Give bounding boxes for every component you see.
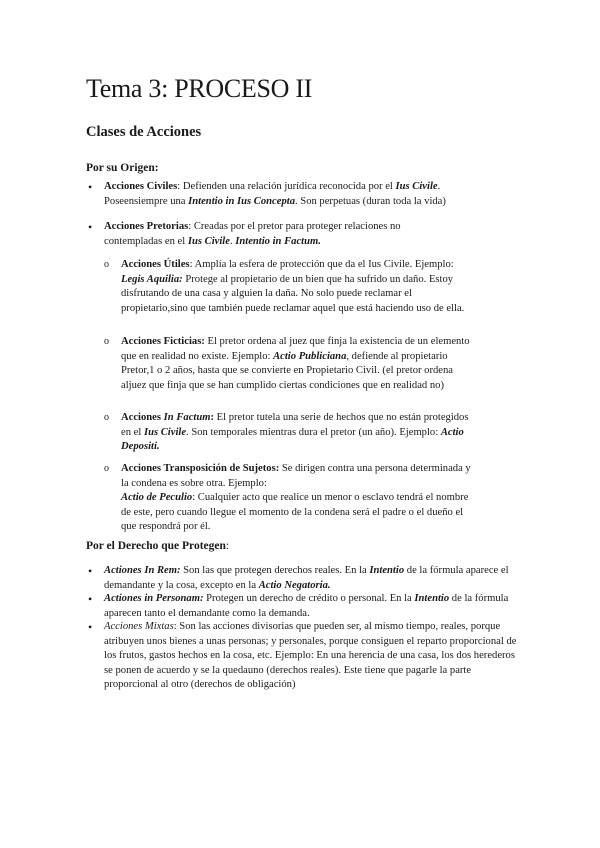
section-heading: Clases de Acciones: [86, 124, 202, 140]
list-item-actiones-in-rem: Actiones In Rem: Son las que protegen derechos reales. En la Intentio de la fórmula aparece el demandante y la cosa, excepto en la Actio Negatoria.: [104, 565, 509, 591]
origen-heading: Por su Origen:: [86, 162, 159, 174]
list-item-acciones-utiles: Acciones Útiles: Amplía la esfera de protección que da el Ius Civile. Ejemplo: Legis Aquilia: Protege al propietario de un bien que ha sufrido un daño. Estoy disfrutando de una casa y alguien la daña. No solo puede reclamar el propietario,sino que también puede reclamar aquel que está haciendo uso de ella.: [121, 259, 465, 314]
derecho-heading: Por el Derecho que Protegen:: [86, 540, 230, 552]
page-title: Tema 3: PROCESO II: [86, 74, 313, 103]
list-item-acciones-transposicion: Acciones Transposición de Sujetos: Se dirigen contra una persona determinada y la condena es sobre otra. Ejemplo: Actio de Peculio: Cualquier acto que realice un menor o esclavo tendrá el nombre de este, pero cuando llegue el momento de la condena será el padre o el dueño el que respondrá por él.: [121, 463, 471, 532]
bullet-disc-icon: [88, 180, 92, 197]
bullet-disc-icon: [88, 564, 92, 581]
bullet-circle-icon: [104, 411, 109, 426]
bullet-disc-icon: [88, 220, 92, 237]
bullet-disc-icon: [88, 620, 92, 637]
bullet-circle-icon: [104, 462, 109, 477]
list-item-acciones-mixtas: Acciones Mixtas: Son las acciones divisorias que pueden ser, al mismo tiempo, reales, porque atribuyen unos bienes a unas personas; y personales, porque consiguen el reparto proporcional de los frutos, gastos hechos en la cosa, etc. Ejemplo: En una herencia de una casa, los dos herederos se ponen de acuerdo y se la quedauno (derechos reales). Este tiene que pagarle la parte proporcional al otro (derechos de obligación): [104, 621, 517, 690]
list-item-actiones-in-personam: Actiones in Personam: Protegen un derecho de crédito o personal. En la Intentio de la fórmula aparecen tanto el demandante como la demanda.: [104, 593, 509, 619]
list-item-acciones-ficticias: Acciones Ficticias: El pretor ordena al juez que finja la existencia de un elemento que en realidad no existe. Ejemplo: Actio Publiciana, defiende al propietario Pretor,1 o 2 años, hasta que se convierte en Propietario Civil. (el pretor ordena aljuez que finja que se han cumplido ciertas condiciones que en realidad no): [121, 336, 470, 391]
bullet-disc-icon: [88, 592, 92, 609]
list-item-acciones-civiles: Acciones Civiles: Defienden una relación jurídica reconocida por el Ius Civile. Poseensiempre una Intentio in Ius Concepta. Son perpetuas (duran toda la vida): [104, 181, 446, 207]
bullet-circle-icon: [104, 258, 109, 273]
bullet-circle-icon: [104, 335, 109, 350]
list-item-acciones-pretorias: Acciones Pretorias: Creadas por el pretor para proteger relaciones no contempladas en el Ius Civile. Intentio in Factum.: [104, 221, 401, 247]
list-item-acciones-in-factum: Acciones In Factum: El pretor tutela una serie de hechos que no están protegidos en el Ius Civile. Son temporales mientras dura el pretor (un año). Ejemplo: Actio Depositi.: [121, 412, 469, 452]
